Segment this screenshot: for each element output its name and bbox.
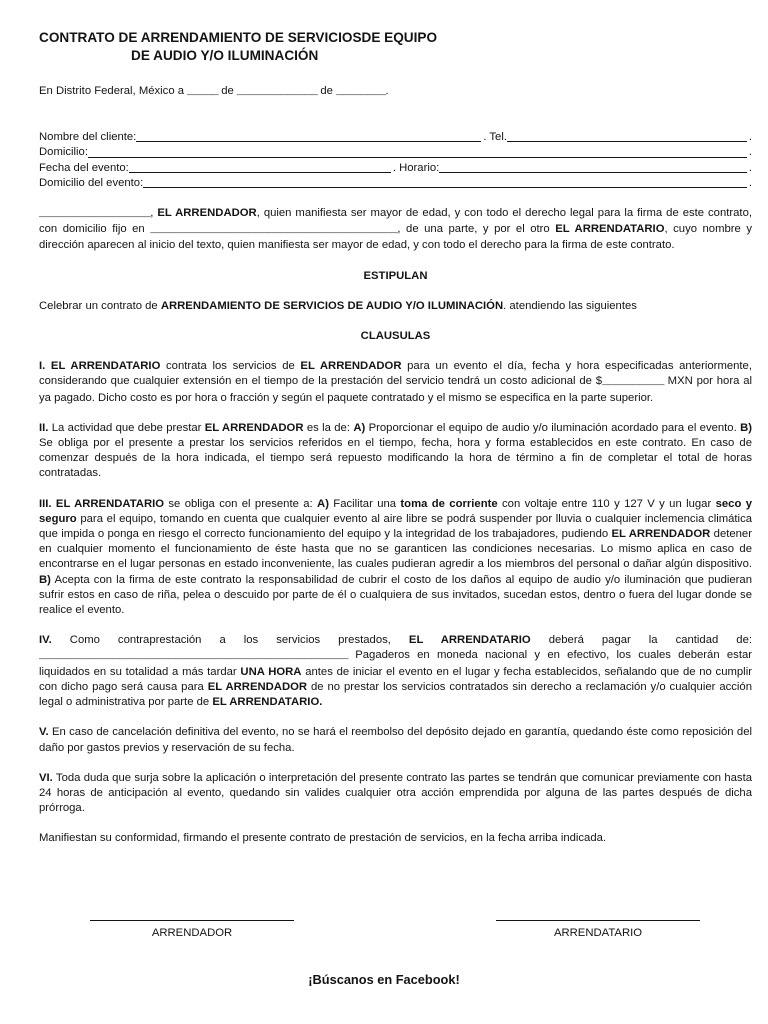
arrendador-signature — [90, 920, 294, 939]
client-name-field[interactable] — [136, 130, 481, 142]
schedule-field[interactable] — [439, 161, 747, 173]
client-fields — [39, 130, 752, 191]
place-date-mid-2: de — [317, 85, 337, 97]
month-blank[interactable]: _____________ — [236, 86, 318, 98]
extra-cost-blank[interactable]: __________ — [602, 376, 664, 389]
address-field[interactable] — [88, 145, 747, 157]
document-title — [39, 0, 752, 65]
event-date-row-end: . — [748, 161, 752, 174]
place-date-suffix: . — [385, 85, 389, 97]
clause-2: II. La actividad que debe prestar EL ARRENDADOR es la de: A) Proporcionar el equipo de audio y/o iluminación acordado para el evento. B) Se obliga por el presente a prestar los servicios referidos en el tiempo, fecha, hora y forma establecidos en este contrato. En caso de comenzar después de la hora indicada, el tiempo será repuesto modificando la hora de término a fin de completar el total de horas contratadas. — [39, 421, 752, 480]
clause-5: V. En caso de cancelación definitiva del evento, no se hará el reembolso del depósito dejado en garantía, quedando éste como reposición del daño por gastos previos y reservación de su fecha. — [39, 726, 752, 754]
address-row-end: . — [748, 146, 752, 159]
place-date-prefix: En Distrito Federal, México a — [39, 85, 188, 97]
estipulan-heading: ESTIPULAN — [363, 269, 428, 282]
year-blank[interactable]: ________ — [336, 86, 386, 98]
event-date-field[interactable] — [129, 161, 391, 173]
clausulas-heading: CLAUSULAS — [360, 330, 431, 343]
place-date-line — [39, 84, 752, 100]
tel-field[interactable] — [507, 130, 747, 142]
arrendatario-signature-label: ARRENDATARIO — [553, 927, 643, 939]
celebrar-paragraph: Celebrar un contrato de ARRENDAMIENTO DE SERVICIOS DE AUDIO Y/O ILUMINACIÓN. atendiendo las siguientes — [39, 299, 637, 312]
conformidad-paragraph: Manifiestan su conformidad, firmando el presente contrato de prestación de servicios, en la fecha arriba indicada. — [39, 832, 607, 845]
day-blank[interactable]: _____ — [187, 86, 219, 98]
arrendador-address-blank[interactable]: ________________________________________ — [150, 224, 398, 237]
address-row — [39, 145, 752, 160]
event-address-row-end: . — [748, 176, 752, 189]
arrendatario-signature-line[interactable] — [496, 920, 700, 921]
arrendador-signature-label: ARRENDADOR — [151, 927, 233, 939]
clause-3: III. EL ARRENDATARIO se obliga con el presente a: A) Facilitar una toma de corriente con voltaje entre 110 y 127 V y un lugar seco y seguro para el equipo, tomando en cuenta que cualquier evento al aire libre se podrá suspender por lluvia o cualquier inclemencia climática que impida o ponga en riesgo el correcto funcionamiento del equipo y la integridad de los trabajadores, pudiendo EL ARRENDADOR detener en cualquier momento el funcionamiento de éste hasta que no se garanticen las condiciones necesarias. Lo mismo aplica en caso de encontrarse en el lugar personas en estado inconveniente, las cuales pudieran agredir a los miembros del personal o dañar algún dispositivo. B) Acepta con la firma de este contrato la responsabilidad de cubrir el costo de los daños al equipo de audio y/o iluminación que pudieran sufrir estos en caso de riña, pelea o descuido por parte de él o cualquiera de sus invitados, sucedan estos, dentro o fuera del lugar donde se realice el evento. — [39, 497, 752, 617]
title-line-1: CONTRATO DE ARRENDAMIENTO DE SERVICIOSDE EQUIPO — [39, 30, 438, 45]
schedule-label: . Horario: — [392, 161, 440, 174]
arrendatario-signature — [496, 920, 700, 939]
address-label: Domicilio: — [39, 146, 88, 159]
event-address-row — [39, 176, 752, 191]
event-date-row — [39, 161, 752, 176]
title-line-2: DE AUDIO Y/O ILUMINACIÓN — [131, 48, 319, 63]
tel-label: . Tel. — [483, 131, 507, 144]
facebook-footer: ¡Búscanos en Facebook! — [308, 972, 460, 987]
event-date-label: Fecha del evento: — [39, 161, 129, 174]
client-row-end: . — [748, 131, 752, 144]
event-address-field[interactable] — [143, 176, 747, 188]
event-address-label: Domicilio del evento: — [39, 176, 144, 189]
arrendador-name-blank[interactable]: __________________ — [39, 208, 151, 221]
clause-1: I. EL ARRENDATARIO contrata los servicios de EL ARRENDADOR para un evento el día, fecha y hora especificadas anteriormente, considerando que cualquier extensión en el tiempo de la prestación del servicio tendrá un costo adicional de $__________ MXN por hora al ya pagado. Dicho costo es por hora o fracción y según el paquete contratado y el mismo se especifica en la parte superior. — [39, 360, 752, 404]
clause-4: IV. Como contraprestación a los servicios prestados, EL ARRENDATARIO deberá pagar la cantidad de: __________________________________________________ Pagaderos en moneda nacional y en efectivo, los cuales deberán estar liquidados en su totalidad a más tardar UNA HORA antes de iniciar el evento en el lugar y fecha establecidos, señalando que de no cumplir con dicho pago será causa para EL ARRENDADOR de no prestar los servicios contratados sin derecho a reclamación y/o cualquier acción legal o administrativa por parte de EL ARRENDATARIO. — [39, 634, 752, 709]
client-name-label: Nombre del cliente: — [39, 131, 137, 144]
arrendador-signature-line[interactable] — [90, 920, 294, 921]
place-date-mid-1: de — [218, 85, 237, 97]
payment-amount-blank[interactable]: __________________________________________________ — [39, 650, 348, 663]
client-name-row — [39, 130, 752, 145]
intro-paragraph: __________________, EL ARRENDADOR, quien manifiesta ser mayor de edad, y con todo el derecho legal para la firma de este contrato, con domicilio fijo en ________________________________________, de una parte, y por el otro EL ARRENDATARIO, cuyo nombre y dirección aparecen al inicio del texto, quien manifiesta ser mayor de edad, y con todo el derecho para la firma de este contrato. — [39, 207, 752, 252]
clause-6: VI. Toda duda que surja sobre la aplicación o interpretación del presente contrato las partes se tendrán que comunicar previamente con hasta 24 horas de anticipación al evento, quedando sin valides cualquier otra acción emprendida por alguna de las partes después de dicha prórroga. — [39, 771, 752, 815]
signature-area — [0, 920, 768, 960]
